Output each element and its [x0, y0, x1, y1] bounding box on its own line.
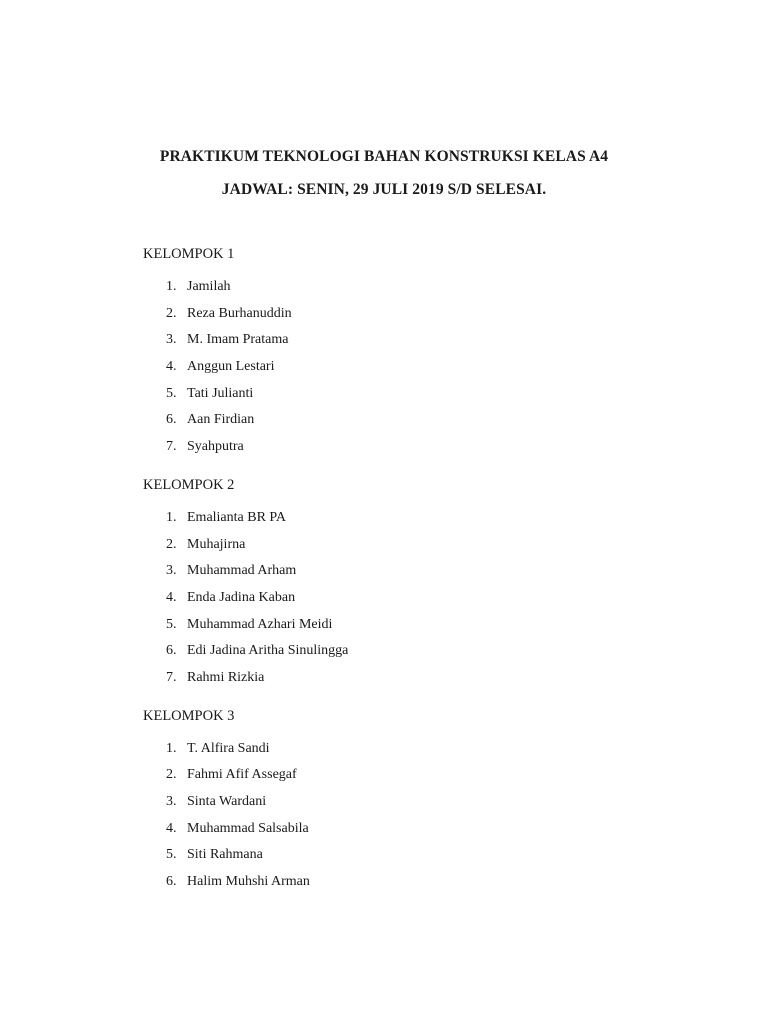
member-name: Jamilah [187, 279, 231, 294]
list-number: 2. [166, 305, 177, 321]
member-name: Reza Burhanuddin [187, 305, 292, 321]
list-number: 4. [166, 589, 177, 605]
member-list [143, 274, 703, 461]
list-number: 5. [166, 616, 177, 632]
list-number: 5. [166, 847, 177, 863]
list-item [143, 612, 703, 639]
list-number: 1. [166, 509, 177, 525]
group-title: KELOMPOK 2 [143, 476, 235, 493]
member-name: Fahmi Afif Assegaf [187, 767, 297, 783]
member-name: T. Alfira Sandi [187, 740, 270, 756]
list-item [143, 381, 703, 408]
list-number: 2. [166, 536, 177, 552]
list-item [143, 869, 703, 896]
list-item [143, 505, 703, 532]
list-number: 3. [166, 794, 177, 809]
list-item [143, 585, 703, 612]
list-number: 1. [166, 740, 177, 756]
group-title: KELOMPOK 1 [143, 246, 235, 262]
list-number: 7. [166, 669, 177, 685]
list-number: 6. [166, 643, 177, 659]
list-number: 2. [166, 767, 177, 783]
member-name: M. Imam Pratama [187, 332, 289, 348]
list-item [143, 532, 703, 559]
list-item [143, 665, 703, 692]
list-number: 4. [166, 820, 177, 836]
member-name: Rahmi Rizkia [187, 669, 265, 685]
list-item [143, 327, 703, 354]
list-item [143, 407, 703, 434]
member-name: Tati Julianti [187, 385, 254, 401]
group-1 [143, 244, 703, 461]
list-number: 5. [166, 385, 177, 401]
member-name: Syahputra [187, 439, 244, 455]
member-name: Siti Rahmana [187, 847, 263, 863]
list-number: 3. [166, 332, 177, 348]
list-number: 6. [166, 874, 177, 890]
list-item [143, 762, 703, 789]
group-3 [143, 706, 703, 896]
document-title: PRAKTIKUM TEKNOLOGI BAHAN KONSTRUKSI KELAS A4 [159, 148, 609, 165]
member-name: Aan Firdian [187, 412, 255, 428]
list-number: 3. [166, 563, 177, 579]
group-2 [143, 475, 703, 692]
list-item [143, 434, 703, 461]
member-list [143, 505, 703, 692]
member-name: Anggun Lestari [187, 359, 275, 375]
member-name: Muhammad Salsabila [187, 820, 309, 836]
member-name: Emalianta BR PA [187, 509, 287, 525]
list-number: 1. [166, 279, 177, 294]
schedule-subtitle: JADWAL: SENIN, 29 JULI 2019 S/D SELESAI. [221, 181, 547, 198]
list-item [143, 301, 703, 328]
list-item [143, 354, 703, 381]
list-item [143, 274, 703, 301]
member-name: Enda Jadina Kaban [187, 589, 296, 605]
list-number: 4. [166, 359, 177, 375]
group-title: KELOMPOK 3 [143, 707, 235, 724]
member-name: Muhammad Arham [187, 563, 297, 579]
list-item [143, 558, 703, 585]
member-name: Halim Muhshi Arman [187, 874, 310, 890]
list-item [143, 842, 703, 869]
member-name: Muhajirna [187, 536, 246, 552]
member-name: Muhammad Azhari Meidi [187, 616, 333, 632]
group-list [143, 244, 703, 896]
list-item [143, 638, 703, 665]
list-item [143, 736, 703, 763]
member-name: Sinta Wardani [187, 794, 267, 809]
list-item [143, 789, 703, 816]
member-name: Edi Jadina Aritha Sinulingga [187, 643, 349, 659]
list-number: 6. [166, 412, 177, 428]
list-item [143, 816, 703, 843]
list-number: 7. [166, 439, 177, 455]
member-list [143, 736, 703, 896]
